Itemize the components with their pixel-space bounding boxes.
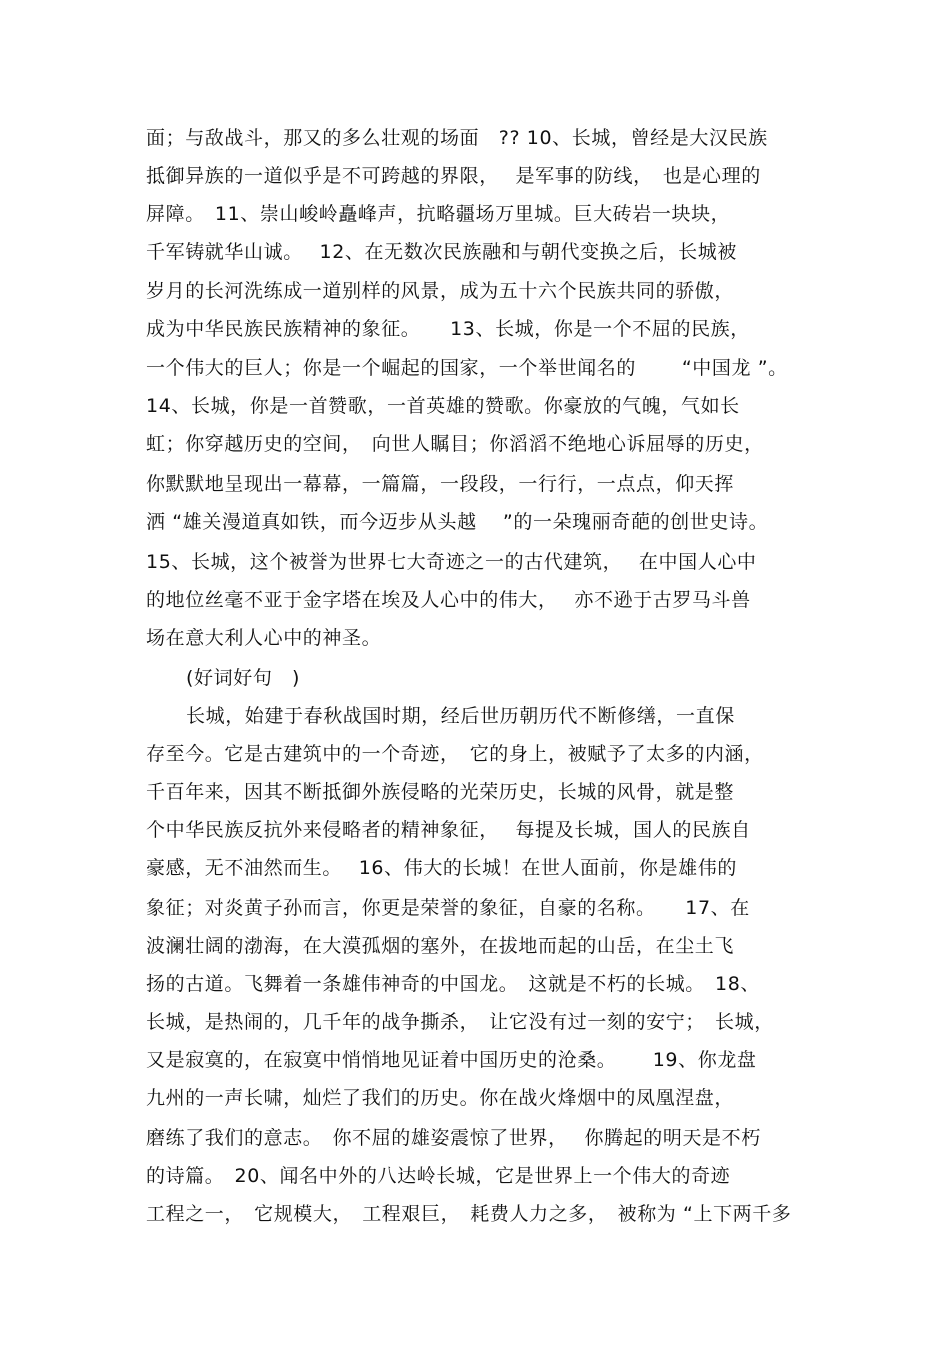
text-line: 场在意大利人心中的神圣。 (146, 627, 382, 649)
section-heading: (好词好句 ) (186, 667, 301, 689)
text-line: 九州的一声长啸，灿烂了我们的历史。你在战火烽烟中的凤凰涅盘， (146, 1087, 735, 1109)
text-line: 存至今。它是古建筑中的一个奇迹， 它的身上，被赋予了太多的内涵， (146, 743, 764, 765)
text-line: 豪感，无不油然而生。 16、伟大的长城！在世人面前，你是雄伟的 (146, 857, 737, 879)
text-line: 一个伟大的巨人；你是一个崛起的国家，一个举世闻名的 “中国龙 ”。 (146, 357, 788, 379)
text-line: 扬的古道。飞舞着一条雄伟神奇的中国龙。 这就是不朽的长城。 18、 (146, 973, 760, 995)
text-line: 你默默地呈现出一幕幕，一篇篇，一段段，一行行，一点点，仰天挥 (146, 473, 735, 495)
text-line: 洒 “雄关漫道真如铁，而今迈步从头越 ”的一朵瑰丽奇葩的创世史诗。 (146, 511, 769, 533)
text-line: 15、长城，这个被誉为世界七大奇迹之一的古代建筑， 在中国人心中 (146, 551, 757, 573)
text-line: 屏障。 11、崇山峻岭矗峰声，抗略疆场万里城。巨大砖岩一块块， (146, 203, 731, 225)
text-line: 成为中华民族民族精神的象征。 13、长城，你是一个不屈的民族， (146, 318, 750, 340)
text-line: 的地位丝毫不亚于金字塔在埃及人心中的伟大， 亦不逊于古罗马斗兽 (146, 589, 751, 611)
text-line: 波澜壮阔的渤海，在大漠孤烟的塞外，在拔地而起的山岳，在尘土飞 (146, 935, 735, 957)
paragraph-first-line: 长城，始建于春秋战国时期，经后世历朝历代不断修缮，一直保 (186, 705, 735, 727)
text-line: 长城，是热闹的，几千年的战争撕杀， 让它没有过一刻的安宁； 长城， (146, 1011, 774, 1033)
text-line: 面；与敌战斗，那又的多么壮观的场面 ?? 10、长城，曾经是大汉民族 (146, 127, 768, 149)
text-line: 抵御异族的一道似乎是不可跨越的界限， 是军事的防线， 也是心理的 (146, 165, 761, 187)
text-line: 又是寂寞的，在寂寞中悄悄地见证着中国历史的沧桑。 19、你龙盘 (146, 1049, 757, 1071)
text-line: 象征；对炎黄子孙而言，你更是荣誉的象征，自豪的名称。 17、在 (146, 897, 750, 919)
text-line: 千军铸就华山诚。 12、在无数次民族融和与朝代变换之后，长城被 (146, 241, 737, 263)
text-line: 工程之一， 它规模大， 工程艰巨， 耗费人力之多， 被称为 “上下两千多 (146, 1203, 792, 1225)
text-line: 14、长城，你是一首赞歌，一首英雄的赞歌。你豪放的气魄，气如长 (146, 395, 740, 417)
text-line: 岁月的长河洗练成一道别样的风景，成为五十六个民族共同的骄傲， (146, 280, 735, 302)
text-line: 千百年来，因其不断抵御外族侵略的光荣历史，长城的风骨，就是整 (146, 781, 735, 803)
text-line: 磨练了我们的意志。 你不屈的雄姿震惊了世界， 你腾起的明天是不朽 (146, 1127, 761, 1149)
text-line: 虹；你穿越历史的空间， 向世人瞩目；你滔滔不绝地心诉屈辱的历史， (146, 433, 764, 455)
text-line: 个中华民族反抗外来侵略者的精神象征， 每提及长城，国人的民族自 (146, 819, 751, 841)
text-line: 的诗篇。 20、闻名中外的八达岭长城，它是世界上一个伟大的奇迹 (146, 1165, 731, 1187)
